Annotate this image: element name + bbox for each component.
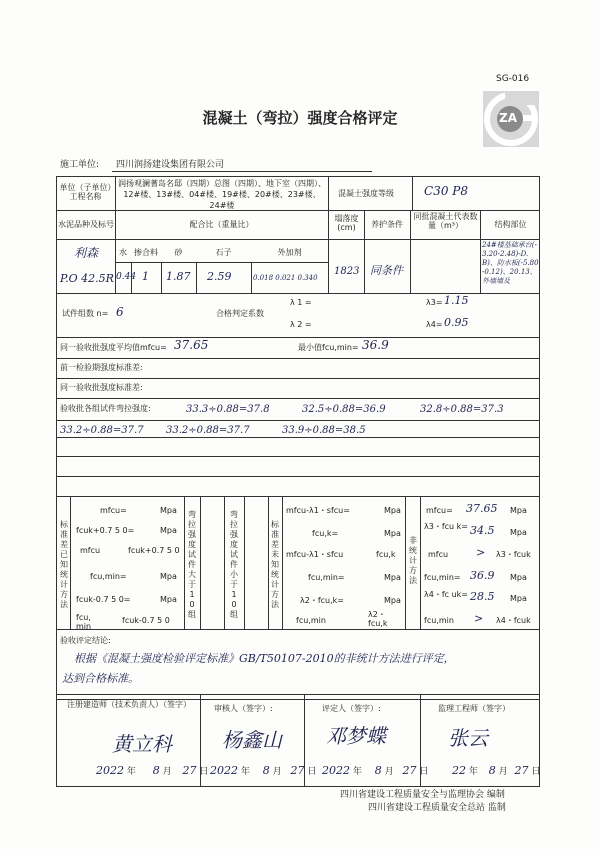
strength-5: 33.2÷0.88=37.7 bbox=[166, 425, 250, 436]
mix-col-admix: 掺合料 bbox=[134, 248, 158, 257]
nonstat-row-5a: λ4・fc uk= bbox=[424, 590, 468, 599]
strength-3: 32.8÷0.88=37.3 bbox=[420, 404, 504, 415]
month-char: 月 bbox=[384, 767, 394, 777]
nonstat-row-3b: λ3・fcuk bbox=[496, 550, 531, 559]
known-row-6a: fcu,min bbox=[76, 613, 92, 632]
nonstat-row-6v: > bbox=[474, 612, 484, 625]
known-row-4a: fcu,min= bbox=[90, 572, 127, 581]
supervisor-signature: 张云 bbox=[448, 726, 488, 750]
evaluator-signature: 邓梦蝶 bbox=[326, 724, 386, 748]
std-label: 同一验收批强度标准差: bbox=[60, 383, 143, 392]
construction-unit-label: 施工单位: bbox=[60, 160, 100, 170]
footer-line-1: 四川省建设工程质量安全与监理协会 编制 bbox=[340, 790, 505, 800]
lt10-title: 弯拉强度试件小于10组 bbox=[230, 510, 238, 619]
unknown-row-3b: fcu,k bbox=[376, 550, 396, 559]
lambda3-label: λ3= bbox=[426, 298, 443, 307]
logo-text: ZA bbox=[499, 111, 517, 125]
mix-col-sand: 砂 bbox=[174, 248, 183, 257]
strength-2: 32.5÷0.88=36.9 bbox=[302, 404, 386, 415]
unknown-row-5a: λ2・fcu,k= bbox=[300, 596, 344, 605]
nonstat-row-5v: 28.5 bbox=[470, 590, 495, 603]
conclusion-label: 验收评定结论: bbox=[60, 636, 111, 645]
known-row-1b: Mpa bbox=[160, 506, 177, 515]
date-4-month: 8 bbox=[488, 764, 496, 777]
nonstat-row-1v: 37.65 bbox=[466, 502, 498, 515]
mix-water: 0.44 bbox=[116, 272, 137, 282]
year-char: 年 bbox=[240, 767, 250, 777]
unknown-row-6b: λ2・fcu,k bbox=[368, 610, 388, 629]
month-char: 月 bbox=[498, 767, 508, 777]
groups-value: 6 bbox=[116, 305, 124, 319]
known-row-5a: fcuk-0.7 5 0= bbox=[76, 595, 131, 604]
avg-label: 同一验收批强度平均值mfcu= bbox=[60, 343, 167, 352]
date-supervisor bbox=[452, 764, 540, 777]
known-std-title: 标准差已知统计方法 bbox=[60, 520, 68, 609]
date-evaluator bbox=[322, 764, 428, 777]
slump-header: 塌落度(cm) bbox=[334, 214, 359, 233]
gt10-title: 弯拉强度试件大于10组 bbox=[188, 510, 196, 619]
day-char: 日 bbox=[531, 767, 541, 777]
each-strength-label: 验收批各组试件弯拉强度: bbox=[60, 404, 151, 413]
engineer-label: 注册建造师（技术负责人）（签字） bbox=[67, 700, 191, 709]
groups-label: 试件组数 n= bbox=[62, 309, 109, 318]
nonstat-row-4v: 36.9 bbox=[470, 569, 495, 582]
lambda2: λ 2 = bbox=[290, 320, 312, 329]
unknown-row-3a: mfcu-λ1・sfcu bbox=[286, 550, 344, 559]
strength-6: 33.9÷0.88=38.5 bbox=[282, 425, 366, 436]
cement-brand: 利森 bbox=[74, 246, 99, 260]
page-title: 混凝土（弯拉）强度合格评定 bbox=[202, 109, 398, 127]
supervisor-label: 监理工程师（签字） bbox=[438, 704, 510, 713]
unknown-row-4b: Mpa bbox=[384, 573, 401, 582]
year-char: 年 bbox=[126, 767, 136, 777]
date-1-year: 2022 bbox=[96, 764, 124, 777]
nonstat-row-5b: Mpa bbox=[510, 594, 527, 603]
date-4-year: 22 bbox=[452, 764, 466, 777]
construction-unit-value: 四川润扬建设集团有限公司 bbox=[116, 160, 225, 170]
conclusion-line-1: 根据《混凝土强度检验评定标准》GB/T50107-2010的非统计方法进行评定， bbox=[74, 652, 455, 665]
day-char: 日 bbox=[419, 767, 429, 777]
day-char: 日 bbox=[199, 767, 209, 777]
reviewer-label: 审核人（签字）: bbox=[214, 704, 273, 713]
known-row-2b: Mpa bbox=[160, 526, 177, 535]
unit-label: 单位（子单位）工程名称 bbox=[59, 183, 112, 202]
strength-4: 33.2÷0.88=37.7 bbox=[60, 425, 144, 436]
date-reviewer bbox=[210, 764, 316, 777]
nonstat-row-3v: > bbox=[476, 546, 486, 559]
nonstat-row-2a: λ3・fcu k= bbox=[424, 522, 468, 531]
cement-header: 水泥品种及标号 bbox=[58, 220, 114, 229]
mix-admix: 1 bbox=[142, 270, 149, 283]
avg-value: 37.65 bbox=[174, 338, 209, 352]
mix-col-additive: 外加剂 bbox=[277, 248, 302, 257]
nonstat-row-1a: mfcu= bbox=[426, 506, 453, 515]
nonstat-row-2v: 34.5 bbox=[470, 524, 495, 537]
nonstat-row-2b: Mpa bbox=[510, 528, 527, 537]
curing-value: 同条件 bbox=[370, 264, 403, 277]
slump-value: 1823 bbox=[334, 266, 360, 277]
known-row-6b: fcuk-0.7 5 0 bbox=[122, 616, 170, 625]
qty-header: 同批混凝土代表数量（m³） bbox=[413, 212, 478, 231]
conclusion-line-2: 达到合格标准。 bbox=[62, 672, 139, 685]
mix-additive: 0.018 0.021 0.340 bbox=[253, 274, 318, 282]
unknown-row-1a: mfcu-λ1・sfcu= bbox=[286, 506, 350, 515]
nonstat-title: 非统计方法 bbox=[409, 536, 417, 585]
date-engineer bbox=[96, 764, 208, 777]
mix-header: 配合比（重量比） bbox=[189, 220, 254, 229]
date-3-day: 27 bbox=[402, 764, 417, 777]
date-2-month: 8 bbox=[262, 764, 270, 777]
reviewer-signature: 杨鑫山 bbox=[222, 728, 282, 752]
mix-sand: 1.87 bbox=[166, 270, 191, 283]
footer-line-2: 四川省建设工程质量安全总站 监制 bbox=[368, 803, 506, 813]
date-3-month: 8 bbox=[374, 764, 382, 777]
year-char: 年 bbox=[352, 767, 362, 777]
mix-stone: 2.59 bbox=[207, 270, 232, 283]
month-char: 月 bbox=[272, 767, 282, 777]
known-row-4b: Mpa bbox=[160, 572, 177, 581]
min-label: 最小值fcu,min= bbox=[298, 343, 359, 352]
strength-1: 33.3÷0.88=37.8 bbox=[186, 404, 270, 415]
known-row-5b: Mpa bbox=[160, 595, 177, 604]
curing-header: 养护条件 bbox=[371, 220, 403, 229]
mix-col-water: 水 bbox=[119, 248, 127, 257]
unknown-row-2a: fcu,k= bbox=[312, 529, 339, 538]
unknown-row-4a: fcu,min= bbox=[308, 573, 345, 582]
lambda4-value: 0.95 bbox=[444, 316, 469, 329]
lambda3-value: 1.15 bbox=[444, 294, 469, 307]
judge-label: 合格判定系数 bbox=[216, 309, 264, 318]
lambda1: λ 1 = bbox=[290, 298, 312, 307]
lambda4-label: λ4= bbox=[426, 320, 443, 329]
grade-label: 混凝土强度等级 bbox=[338, 189, 394, 198]
unknown-row-6a: fcu,min bbox=[296, 616, 326, 625]
known-row-2a: fcuk+0.7 5 0= bbox=[76, 526, 135, 535]
part-header: 结构部位 bbox=[494, 220, 527, 229]
date-2-day: 27 bbox=[290, 764, 305, 777]
engineer-signature: 黄立科 bbox=[112, 732, 172, 756]
grade-value: C30 P8 bbox=[424, 184, 468, 198]
month-char: 月 bbox=[162, 767, 172, 777]
nonstat-row-3a: mfcu bbox=[428, 550, 449, 559]
nonstat-row-6b: λ4・fcuk bbox=[496, 616, 531, 625]
mix-col-stone: 石子 bbox=[215, 248, 232, 257]
nonstat-row-1b: Mpa bbox=[510, 506, 527, 515]
min-value: 36.9 bbox=[362, 338, 389, 352]
year-char: 年 bbox=[468, 767, 478, 777]
known-row-1a: mfcu= bbox=[100, 506, 127, 515]
nonstat-row-4a: fcu,min= bbox=[424, 573, 461, 582]
known-row-3a: mfcu bbox=[80, 546, 101, 555]
unit-value: 润扬观澜蓍岛名邸（四期）总图（四期）、地下室（四期）、12#楼、13#楼、04#楼、19#楼、20#楼、23#楼、24#楼 bbox=[118, 179, 326, 210]
unknown-row-1b: Mpa bbox=[384, 506, 401, 515]
part-value: 24#楼基础承台(-3.20-2.48)-D.B)、防水板(-5.80-0.12)、20.13、外墙墙及 bbox=[482, 241, 539, 285]
prev-std-label: 前一检验期强度标准差: bbox=[60, 363, 143, 372]
unknown-row-5b: Mpa bbox=[384, 596, 401, 605]
date-1-day: 27 bbox=[182, 764, 197, 777]
date-4-day: 27 bbox=[514, 764, 529, 777]
date-1-month: 8 bbox=[152, 764, 160, 777]
nonstat-row-6a: fcu,min bbox=[424, 616, 454, 625]
date-2-year: 2022 bbox=[210, 764, 238, 777]
cement-grade: P.O 42.5R bbox=[60, 272, 114, 285]
unknown-row-2b: Mpa bbox=[384, 529, 401, 538]
nonstat-row-4b: Mpa bbox=[510, 573, 527, 582]
form-code: SG-016 bbox=[496, 74, 530, 84]
day-char: 日 bbox=[307, 767, 317, 777]
known-row-3b: fcuk+0.7 5 0 bbox=[128, 546, 180, 555]
date-3-year: 2022 bbox=[322, 764, 350, 777]
evaluator-label: 评定人（签字）: bbox=[322, 704, 381, 713]
unknown-std-title: 标准差未知统计方法 bbox=[271, 520, 279, 609]
